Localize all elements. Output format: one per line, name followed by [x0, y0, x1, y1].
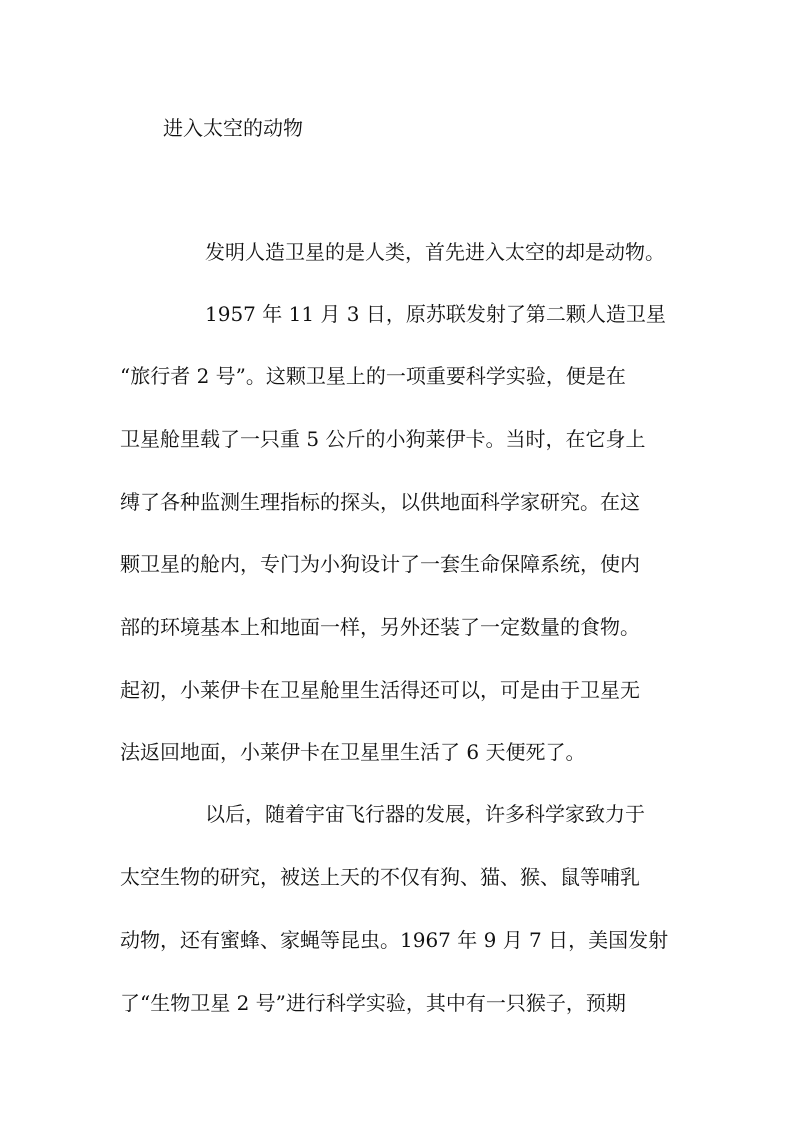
paragraph-line: 了“生物卫星 2 号”进行科学实验，其中有一只猴子，预期 — [120, 991, 626, 1015]
paragraph-line: 以后，随着宇宙飞行器的发展，许多科学家致力于 — [205, 802, 645, 826]
paragraph-line: 部的环境基本上和地面一样，另外还装了一定数量的食物。 — [120, 615, 640, 639]
paragraph-line: 法返回地面，小莱伊卡在卫星里生活了 6 天便死了。 — [120, 740, 586, 764]
document-title: 进入太空的动物 — [163, 116, 303, 140]
paragraph-line: “旅行者 2 号”。这颗卫星上的一项重要科学实验，便是在 — [120, 364, 626, 388]
paragraph-line: 太空生物的研究，被送上天的不仅有狗、猫、猴、鼠等哺乳 — [120, 865, 640, 889]
paragraph-line: 1957 年 11 月 3 日，原苏联发射了第二颗人造卫星 — [205, 302, 666, 326]
paragraph-line: 起初，小莱伊卡在卫星舱里生活得还可以，可是由于卫星无 — [120, 678, 640, 702]
paragraph-line: 卫星舱里载了一只重 5 公斤的小狗莱伊卡。当时，在它身上 — [120, 427, 646, 451]
paragraph-line: 发明人造卫星的是人类，首先进入太空的却是动物。 — [205, 240, 665, 264]
paragraph-line: 颗卫星的舱内，专门为小狗设计了一套生命保障系统，使内 — [120, 552, 640, 576]
paragraph-line: 动物，还有蜜蜂、家蝇等昆虫。1967 年 9 月 7 日，美国发射 — [120, 928, 669, 952]
paragraph-line: 缚了各种监测生理指标的探头，以供地面科学家研究。在这 — [120, 490, 640, 514]
